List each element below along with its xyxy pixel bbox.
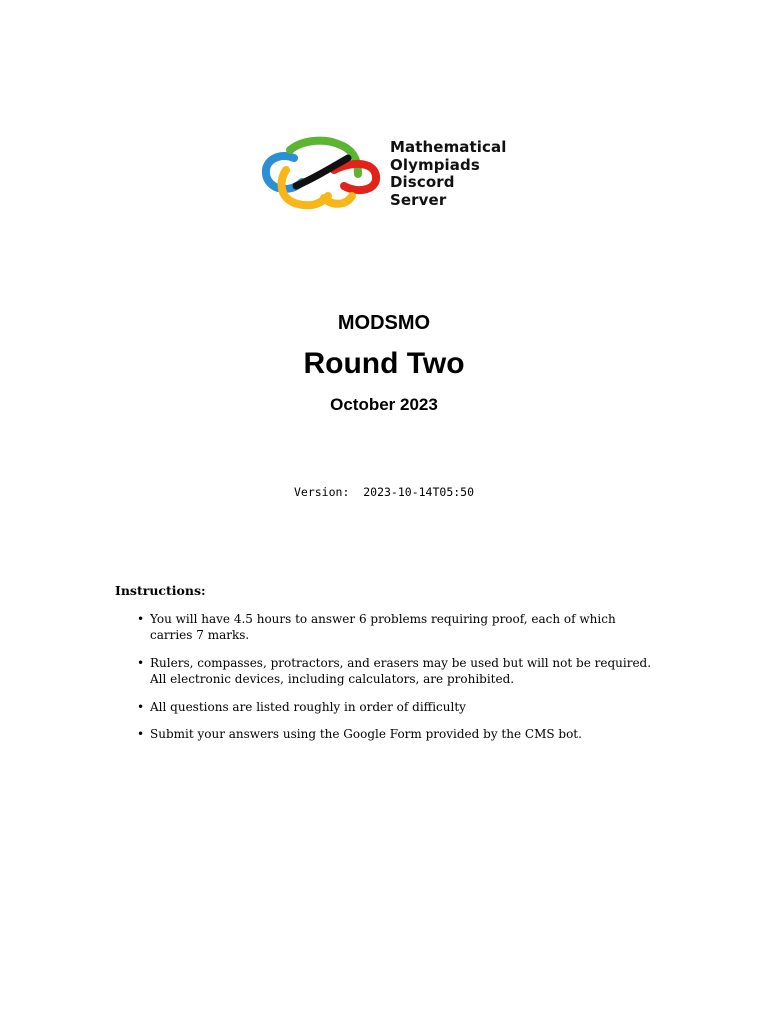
instruction-text: All questions are listed roughly in order of difficulty	[150, 699, 466, 714]
instructions-section	[115, 583, 660, 754]
logo-text-line: Server	[390, 190, 447, 209]
bullet-icon: •	[137, 727, 145, 741]
version-value: 2023-10-14T05:50	[363, 485, 475, 499]
bullet-icon: •	[137, 699, 145, 714]
logo-text-line: Olympiads	[390, 155, 480, 174]
infinity-knot-logo-icon	[262, 136, 382, 212]
instruction-text: You will have 4.5 hours to answer 6 problems requiring proof, each of which carries 7 marks.	[150, 611, 616, 642]
version-line	[0, 485, 768, 499]
bullet-icon: •	[137, 611, 145, 626]
round-date: October 2023	[330, 395, 438, 414]
list-item	[115, 611, 660, 644]
instructions-list	[115, 611, 660, 743]
round-title: Round Two	[303, 347, 465, 380]
bullet-icon: •	[137, 655, 145, 670]
logo-text-line: Mathematical	[390, 138, 507, 156]
logo-text-line: Discord	[390, 173, 455, 191]
contest-name: MODSMO	[337, 312, 431, 334]
list-item	[115, 699, 660, 716]
instruction-text: Submit your answers using the Google Form provided by the CMS bot.	[150, 727, 582, 741]
instructions-heading: Instructions:	[115, 583, 206, 598]
logo	[262, 136, 512, 214]
list-item	[115, 726, 660, 743]
logo-text	[390, 139, 507, 209]
instruction-text: Rulers, compasses, protractors, and erasers may be used but will not be required. All electronic devices, including calculators, are prohibited.	[150, 655, 652, 686]
version-label: Version:	[293, 485, 350, 499]
list-item	[115, 655, 660, 688]
